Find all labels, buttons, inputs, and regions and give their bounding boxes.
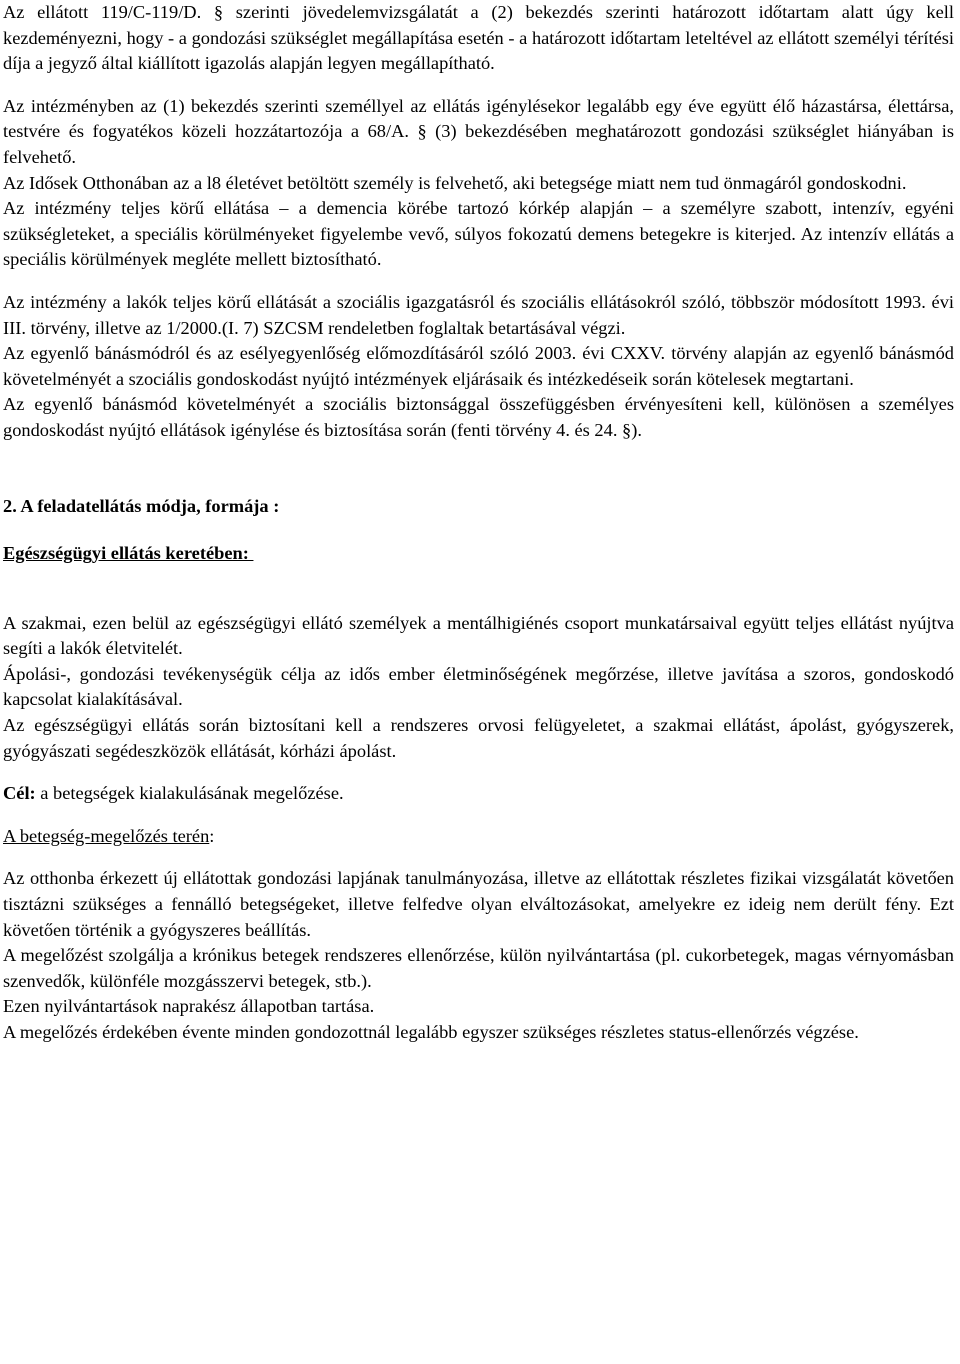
paragraph-equal-treatment-law: Az egyenlő bánásmódról és az esélyegyenlőség előmozdításáról szóló 2003. évi CXXV. törvény alapján az egyenlő bánásmód követelményét a szociális gondoskodást nyújtó intézmények eljárásaik és intézkedéseik során kötelesek megtartani. <box>3 343 954 389</box>
paragraph-medical-supervision: Az egészségügyi ellátás során biztosítani kell a rendszeres orvosi felügyeletet, a szakmai ellátást, ápolást, gyógyszerek, gyógyászati segédeszközök ellátását, kórházi ápolást. <box>3 715 954 761</box>
prevention-colon: : <box>209 825 215 846</box>
paragraph-professional-staff: A szakmai, ezen belül az egészségügyi ellátó személyek a mentálhigiénés csoport munkatársaival együtt teljes ellátást nyújtva segíti a lakók életvitelét. <box>3 612 954 659</box>
goal-text: a betegségek kialakulásának megelőzése. <box>35 783 344 804</box>
paragraph-annual-check: A megelőzés érdekében évente minden gondozottnál legalább egyszer szükséges részletes status-ellenőrzés végzése. <box>3 1022 859 1042</box>
paragraph-records: Ezen nyilvántartások naprakész állapotban tartása. <box>3 996 375 1017</box>
paragraph-prevention-heading <box>3 824 954 850</box>
section-heading: 2. A feladatellátás módja, formája : <box>3 495 280 516</box>
paragraph-admission-age: Az Idősek Otthonában az a l8 életévet betöltött személy is felvehető, aki betegsége miatt nem tud önmagáról gondoskodni. <box>3 172 907 193</box>
paragraph-nursing-goal: Ápolási-, gondozási tevékenységük célja az idős ember életminőségének megőrzése, illetve javítása a szoros, gondoskodó kapcsolat kialakításával. <box>3 663 954 710</box>
paragraph-admission-relatives: Az intézményben az (1) bekezdés szerinti személlyel az ellátás igénylésekor legalább egy éve együtt élő házastársa, élettársa, testvére és fogyatékos közeli hozzátartozója a 68/A. § (3) bekezdésében meghatározott gondozási szükséglet hiányában is felvehető. <box>3 95 954 167</box>
paragraph-equal-treatment-requirement: Az egyenlő bánásmód követelményét a szociális biztonsággal összefüggésben érvényesíteni kell, különösen a személyes gondoskodást nyújtó ellátások igénylése és biztosítása során (fenti törvény 4. és 24. §). <box>3 394 954 440</box>
paragraph-chronic-patients: A megelőzést szolgálja a krónikus betegek rendszeres ellenőrzése, külön nyilvántartása (pl. cukorbetegek, magas vérnyomásban szenvedők, különféle mozgásszervi betegek, stb.). <box>3 945 954 991</box>
paragraph-dementia-care: Az intézmény teljes körű ellátása – a demencia körébe tartozó kórkép alapján – a személyre szabott, intenzív, egyéni szükségleteket, a speciális körülményeket figyelembe vevő, súlyos fokozatú demens betegekre is kiterjed. Az intenzív ellátás a speciális körülmények megléte mellett biztosítható. <box>3 198 954 270</box>
paragraph-legal-basis: Az intézmény a lakók teljes körű ellátását a szociális igazgatásról és szociális ellátásokról szóló, többször módosított 1993. évi III. törvény, illetve az 1/2000.(I. 7) SZCSM rendeletben foglaltak betartásával végzi. <box>3 291 954 338</box>
goal-label: Cél: <box>3 783 36 804</box>
prevention-label: A betegség-megelőzés terén <box>3 825 210 846</box>
subheading-health-care: Egészségügyi ellátás keretében: <box>3 543 254 564</box>
paragraph-income-review: Az ellátott 119/C-119/D. § szerinti jövedelemvizsgálatát a (2) bekezdés szerinti határozott időtartam alatt úgy kell kezdeményezni, hogy - a gondozási szükséglet megállapítása esetén - a határozott időtartam leteltével az ellátott személyi térítési díja a jegyző által kiállított igazolás alapján legyen megállapítható. <box>3 2 954 74</box>
paragraph-new-residents: Az otthonba érkezett új ellátottak gondozási lapjának tanulmányozása, illetve az ellátottak részletes fizikai vizsgálatát követően tisztázni szükséges a fennálló betegségeket, illetve felfedve olyan elváltozásokat, amelyekre ez ideig nem derült fény. Ezt követően történik a gyógyszeres beállítás. <box>3 868 954 940</box>
paragraph-goal <box>3 781 954 807</box>
